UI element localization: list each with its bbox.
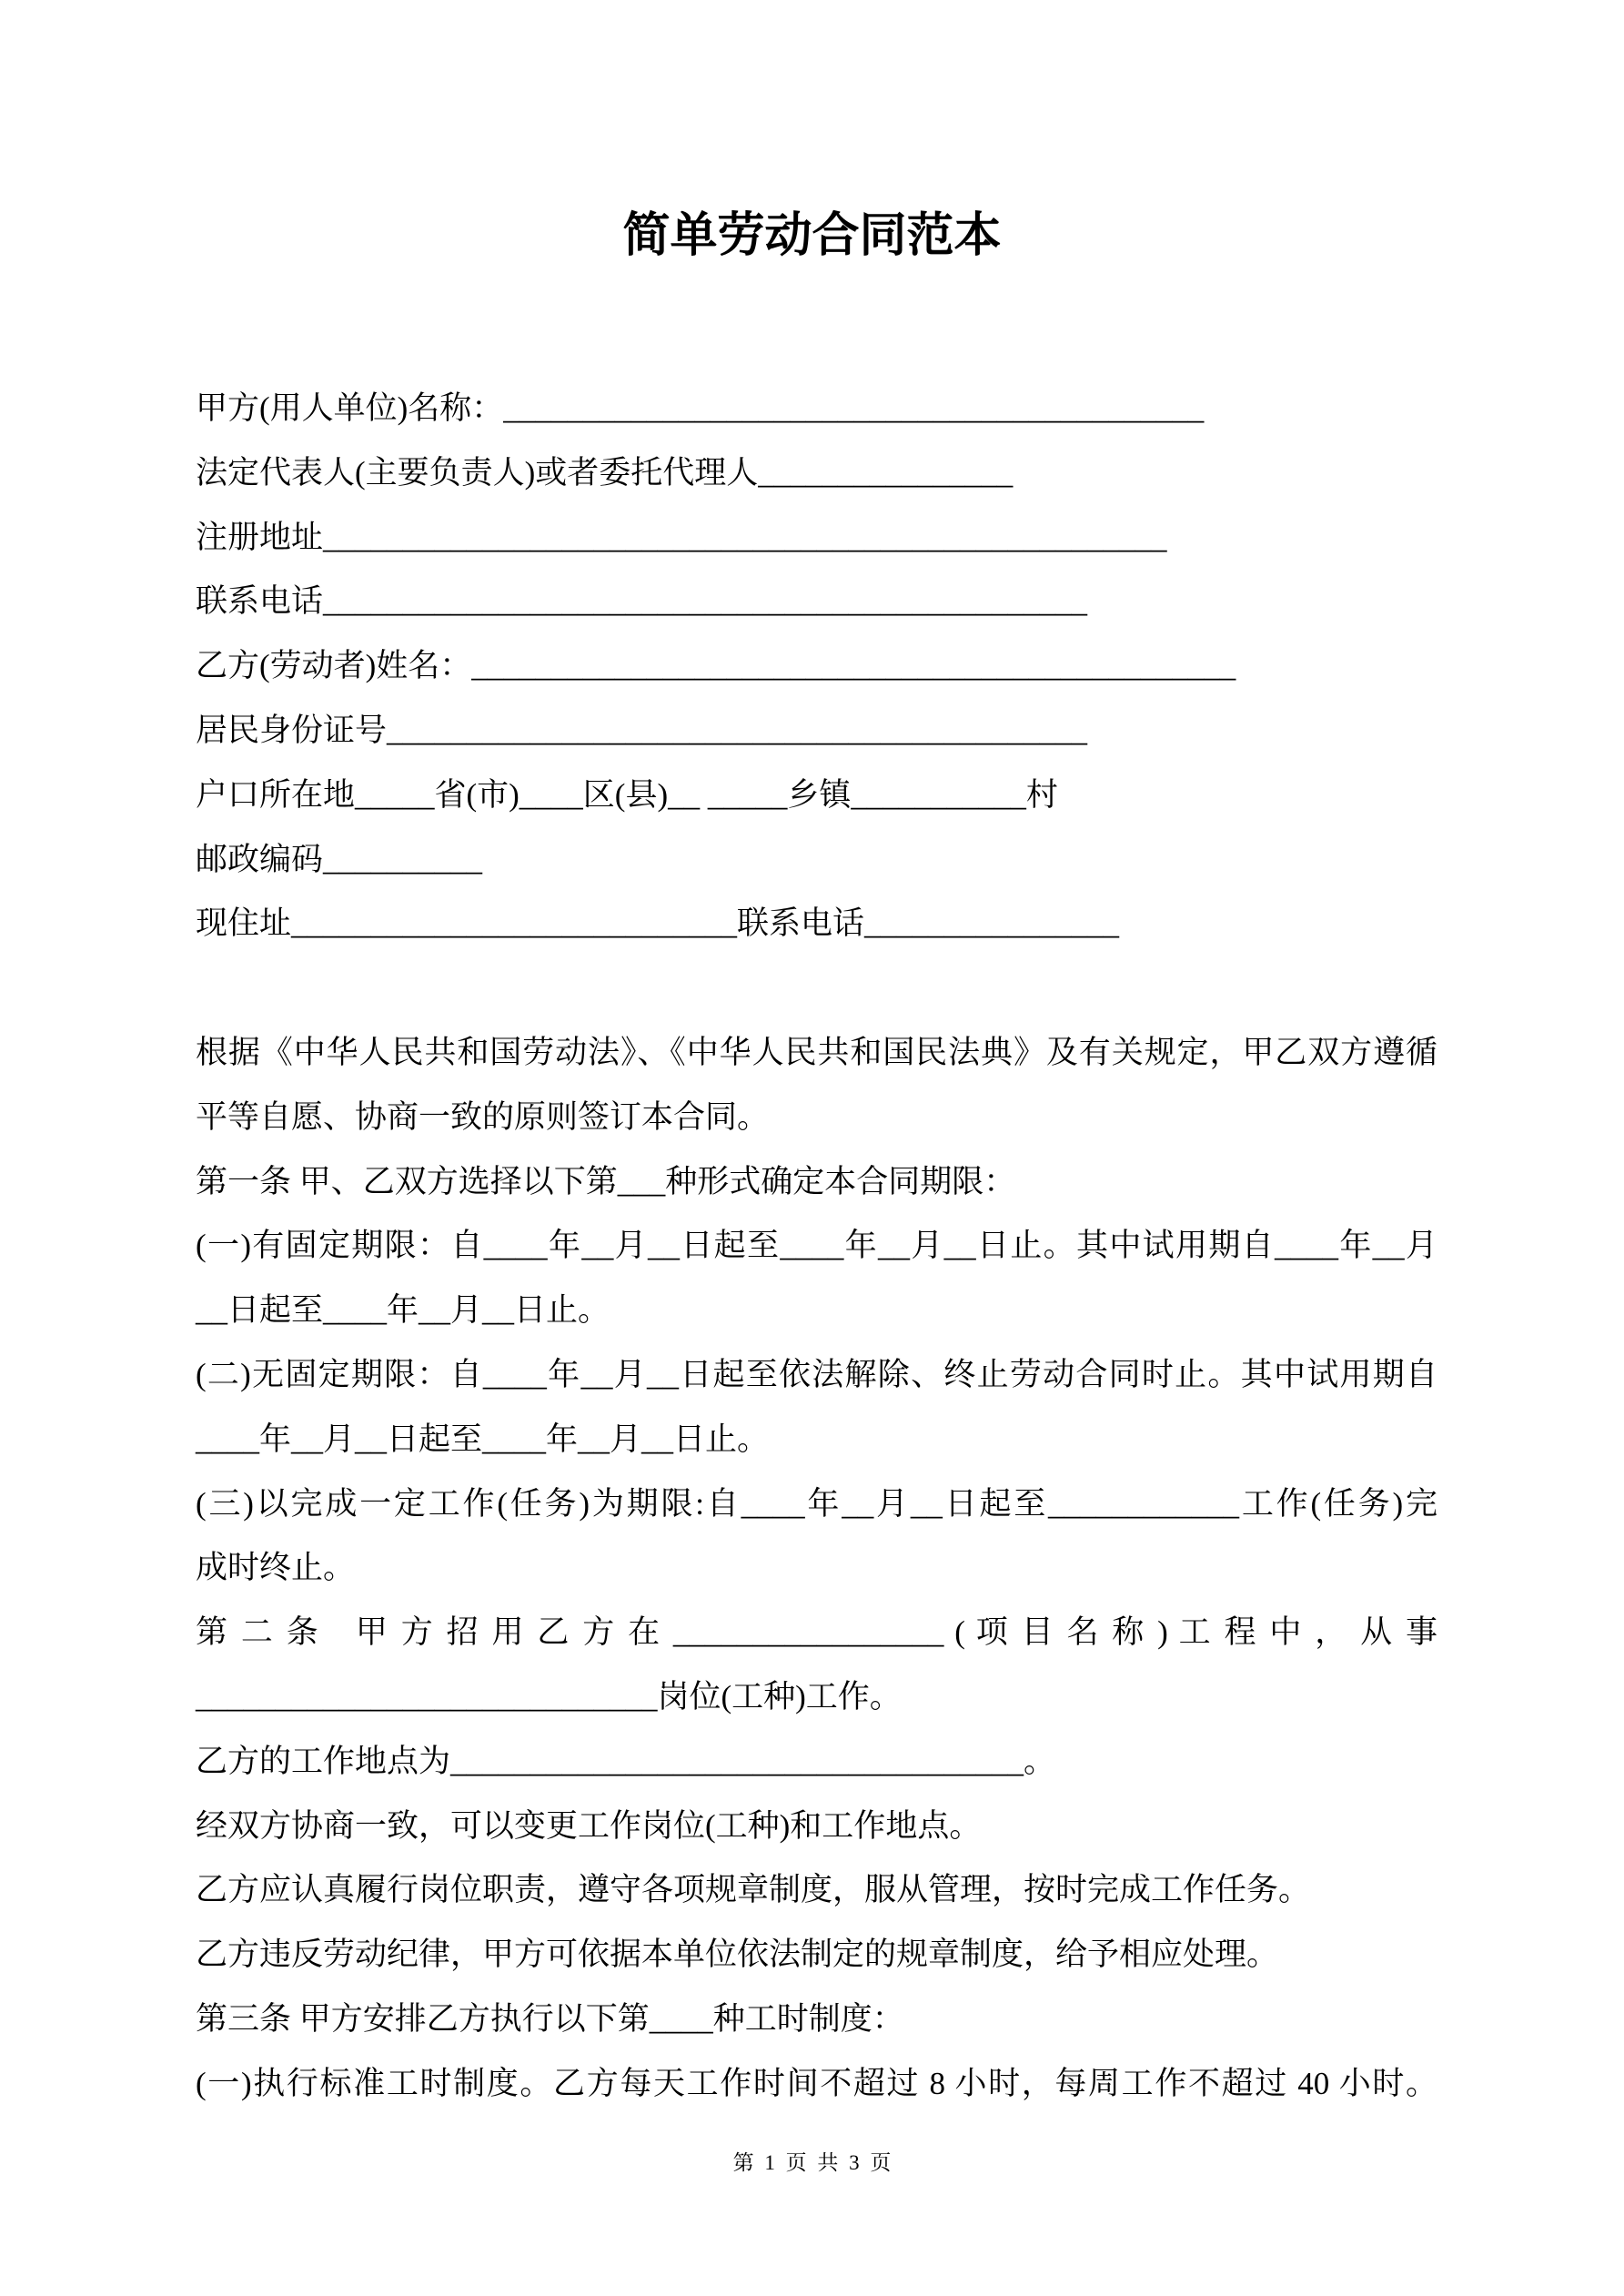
article-3-item-1: (一)执行标准工时制度。乙方每天工作时间不超过 8 小时，每周工作不超过 40 小时。 bbox=[196, 2065, 1437, 2101]
postal-code-line: 邮政编码__________ bbox=[196, 841, 483, 877]
registered-address-line: 注册地址_____________________________________________________ bbox=[196, 519, 1167, 555]
document-title: 简单劳动合同范本 bbox=[622, 210, 1002, 262]
article-2-discipline: 乙方违反劳动纪律，甲方可依据本单位依法制定的规章制度，给予相应处理。 bbox=[196, 1937, 1279, 1973]
article-1-item-1: (一)有固定期限：自____年__月__日起至____年__月__日止。其中试用期自____年__月 bbox=[196, 1228, 1437, 1264]
party-a-name-line: 甲方(用人单位)名称：____________________________________________ bbox=[196, 390, 1205, 426]
id-number-line: 居民身份证号____________________________________________ bbox=[196, 712, 1088, 748]
party-b-name-line: 乙方(劳动者)姓名：________________________________________________ bbox=[196, 648, 1236, 684]
article-1-heading: 第一条 甲、乙双方选择以下第___种形式确定本合同期限： bbox=[196, 1163, 1016, 1199]
article-1-item-1-cont: __日起至____年__月__日止。 bbox=[196, 1292, 610, 1329]
legal-representative-line: 法定代表人(主要负责人)或者委托代理人________________ bbox=[196, 454, 1014, 491]
article-3-heading: 第三条 甲方安排乙方执行以下第____种工时制度： bbox=[196, 2000, 904, 2037]
article-1-item-3-cont: 成时终止。 bbox=[196, 1550, 356, 1586]
article-1-item-3: (三)以完成一定工作(任务)为期限:自____年__月__日起至____________工作(任务)完 bbox=[196, 1485, 1437, 1522]
article-2-heading: 第 二 条 甲 方 招 用 乙 方 在 _________________ ( 项 目 名 称 ) 工 程 中 ， 从 事 bbox=[196, 1614, 1437, 1651]
preamble-line-1: 根据《中华人民共和国劳动法》、《中华人民共和国民法典》及有关规定，甲乙双方遵循 bbox=[196, 1034, 1437, 1070]
article-2-change: 经双方协商一致，可以变更工作岗位(工种)和工作地点。 bbox=[196, 1807, 982, 1844]
page-number: 第 1 页 共 3 页 bbox=[732, 2151, 892, 2174]
article-2-position: _____________________________岗位(工种)工作。 bbox=[196, 1678, 902, 1714]
article-1-item-2: (二)无固定期限：自____年__月__日起至依法解除、终止劳动合同时止。其中试用期自 bbox=[196, 1356, 1437, 1392]
article-1-item-2-cont: ____年__月__日起至____年__月__日止。 bbox=[196, 1421, 770, 1457]
current-address-line: 现住址____________________________联系电话________________ bbox=[196, 905, 1120, 942]
article-2-duties: 乙方应认真履行岗位职责，遵守各项规章制度，服从管理，按时完成工作任务。 bbox=[196, 1872, 1311, 1908]
document-body bbox=[196, 377, 1437, 2117]
household-registration-line: 户口所在地_____省(市)____区(县)__ _____乡镇___________村 bbox=[196, 776, 1058, 813]
preamble-line-2: 平等自愿、协商一致的原则签订本合同。 bbox=[196, 1098, 770, 1135]
spacer bbox=[196, 956, 1437, 1021]
article-2-location: 乙方的工作地点为____________________________________。 bbox=[196, 1743, 1056, 1779]
party-a-phone-line: 联系电话________________________________________________ bbox=[196, 583, 1088, 620]
